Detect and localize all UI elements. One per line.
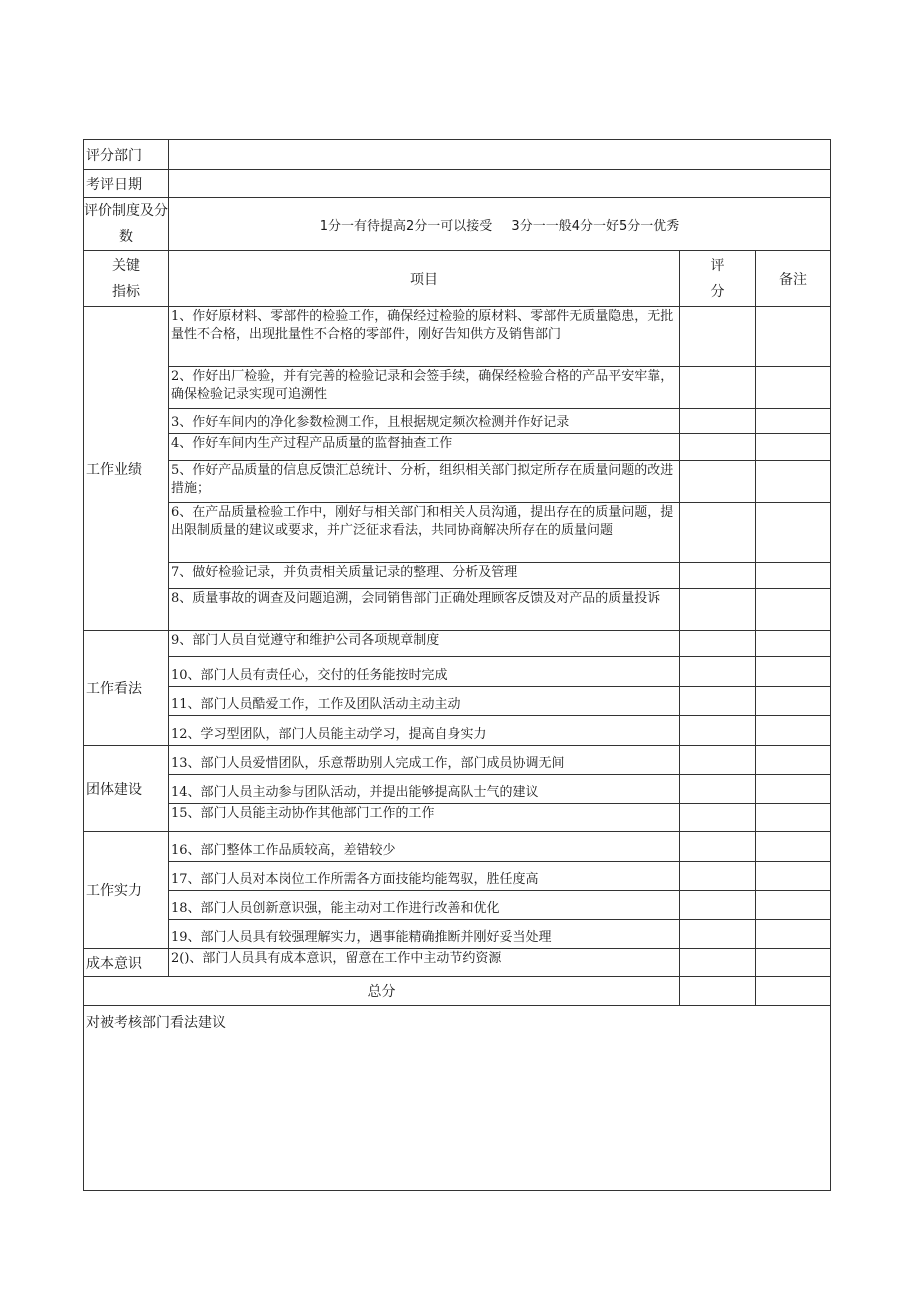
category-cost-awareness: 成本意识 — [84, 949, 169, 977]
key-indicator-header — [84, 251, 169, 307]
table-row-item: 12、学习型团队，部门人员能主动学习，提高自身实力 — [169, 716, 680, 746]
scale-label: 评价制度及分数 — [84, 198, 169, 251]
table-row-item: 13、部门人员爱惜团队，乐意帮助别人完成工作，部门成员协调无间 — [169, 746, 680, 775]
table-row-item: 9、部门人员自觉遵守和维护公司各项规章制度 — [169, 631, 680, 657]
evaluation-form — [83, 139, 831, 1191]
score-header — [680, 251, 756, 307]
table-row-item: 2()、部门人员具有成本意识，留意在工作中主动节约资源 — [169, 949, 680, 977]
score-cell[interactable] — [680, 862, 756, 891]
remark-cell[interactable] — [756, 367, 831, 409]
score-cell[interactable] — [680, 891, 756, 920]
table-row-item: 19、部门人员具有较强理解实力，遇事能精确推断并刚好妥当处理 — [169, 920, 680, 949]
category-work-ability: 工作实力 — [84, 832, 169, 949]
table-row-item: 8、质量事故的调查及问题追溯，会同销售部门正确处理顾客反馈及对产品的质量投诉 — [169, 589, 680, 631]
table-row-item: 3、作好车间内的净化参数检测工作，且根据规定频次检测并作好记录 — [169, 409, 680, 434]
scale-text: 1分一有待提高2分一可以接受 3分一一般4分一好5分一优秀 — [169, 198, 831, 251]
remark-header: 备注 — [756, 251, 831, 307]
score-cell[interactable] — [680, 687, 756, 716]
score-cell[interactable] — [680, 503, 756, 563]
remark-cell[interactable] — [756, 716, 831, 746]
remark-cell[interactable] — [756, 804, 831, 832]
remark-cell[interactable] — [756, 307, 831, 367]
category-team-building: 团体建设 — [84, 746, 169, 832]
table-row-item: 1、作好原材料、零部件的检验工作，确保经过检验的原材料、零部件无质量隐患，无批量性不合格，出现批量性不合格的零部件，刚好告知供方及销售部门 — [169, 307, 680, 367]
score-cell[interactable] — [680, 804, 756, 832]
table-row-item: 10、部门人员有责任心，交付的任务能按时完成 — [169, 657, 680, 687]
dept-label: 评分部门 — [84, 140, 169, 170]
remark-cell[interactable] — [756, 775, 831, 804]
table-row-item: 16、部门整体工作品质较高，差错较少 — [169, 832, 680, 862]
remark-cell[interactable] — [756, 563, 831, 589]
score-cell[interactable] — [680, 657, 756, 687]
table-row-item: 7、做好检验记录，并负责相关质量记录的整理、分析及管理 — [169, 563, 680, 589]
score-cell[interactable] — [680, 775, 756, 804]
table-row-item: 6、在产品质量检验工作中，刚好与相关部门和相关人员沟通，提出存在的质量问题，提出限制质量的建议或要求，并广泛征求看法，共同协商解决所存在的质量问题 — [169, 503, 680, 563]
remark-cell[interactable] — [756, 631, 831, 657]
total-label: 总分 — [84, 977, 680, 1006]
category-work-performance: 工作业绩 — [84, 307, 169, 631]
remark-cell[interactable] — [756, 687, 831, 716]
key-header-line-1: 关键 — [112, 257, 140, 274]
table-row-item: 11、部门人员酷爱工作，工作及团队活动主动主动 — [169, 687, 680, 716]
remark-cell[interactable] — [756, 461, 831, 503]
score-header-line-2: 分 — [710, 283, 725, 300]
table-row-item: 18、部门人员创新意识强，能主动对工作进行改善和优化 — [169, 891, 680, 920]
score-cell[interactable] — [680, 949, 756, 977]
score-cell[interactable] — [680, 367, 756, 409]
table-row-item: 15、部门人员能主动协作其他部门工作的工作 — [169, 804, 680, 832]
remark-cell[interactable] — [756, 832, 831, 862]
category-work-attitude: 工作看法 — [84, 631, 169, 746]
table-row-item: 17、部门人员对本岗位工作所需各方面技能均能驾驭，胜任度高 — [169, 862, 680, 891]
table-row-item: 4、作好车间内生产过程产品质量的监督抽查工作 — [169, 434, 680, 461]
score-cell[interactable] — [680, 434, 756, 461]
remark-cell[interactable] — [756, 891, 831, 920]
score-cell[interactable] — [680, 832, 756, 862]
remark-cell[interactable] — [756, 949, 831, 977]
score-cell[interactable] — [680, 920, 756, 949]
suggestion-box[interactable] — [84, 1006, 831, 1191]
score-cell[interactable] — [680, 461, 756, 503]
remark-cell[interactable] — [756, 862, 831, 891]
remark-cell[interactable] — [756, 503, 831, 563]
table-row-item: 5、作好产品质量的信息反馈汇总统计、分析，组织相关部门拟定所存在质量问题的改进措施； — [169, 461, 680, 503]
score-header-line-1: 评 — [710, 257, 725, 274]
score-cell[interactable] — [680, 746, 756, 775]
score-cell[interactable] — [680, 409, 756, 434]
remark-cell[interactable] — [756, 589, 831, 631]
table-row-item: 2、作好出厂检验，并有完善的检验记录和会签手续，确保经检验合格的产品平安牢靠，确保检验记录实现可追溯性 — [169, 367, 680, 409]
date-label: 考评日期 — [84, 170, 169, 198]
key-header-line-2: 指标 — [112, 283, 140, 300]
table-row-item: 14、部门人员主动参与团队活动，并提出能够提高队士气的建议 — [169, 775, 680, 804]
total-remark-cell[interactable] — [756, 977, 831, 1006]
date-field[interactable] — [169, 170, 831, 198]
score-cell[interactable] — [680, 563, 756, 589]
dept-field[interactable] — [169, 140, 831, 170]
score-cell[interactable] — [680, 631, 756, 657]
remark-cell[interactable] — [756, 409, 831, 434]
item-header: 项目 — [169, 251, 680, 307]
score-cell[interactable] — [680, 716, 756, 746]
score-cell[interactable] — [680, 307, 756, 367]
score-cell[interactable] — [680, 589, 756, 631]
total-score-cell[interactable] — [680, 977, 756, 1006]
remark-cell[interactable] — [756, 657, 831, 687]
remark-cell[interactable] — [756, 434, 831, 461]
suggestion-label: 对被考核部门看法建议 — [86, 1015, 226, 1031]
remark-cell[interactable] — [756, 746, 831, 775]
remark-cell[interactable] — [756, 920, 831, 949]
